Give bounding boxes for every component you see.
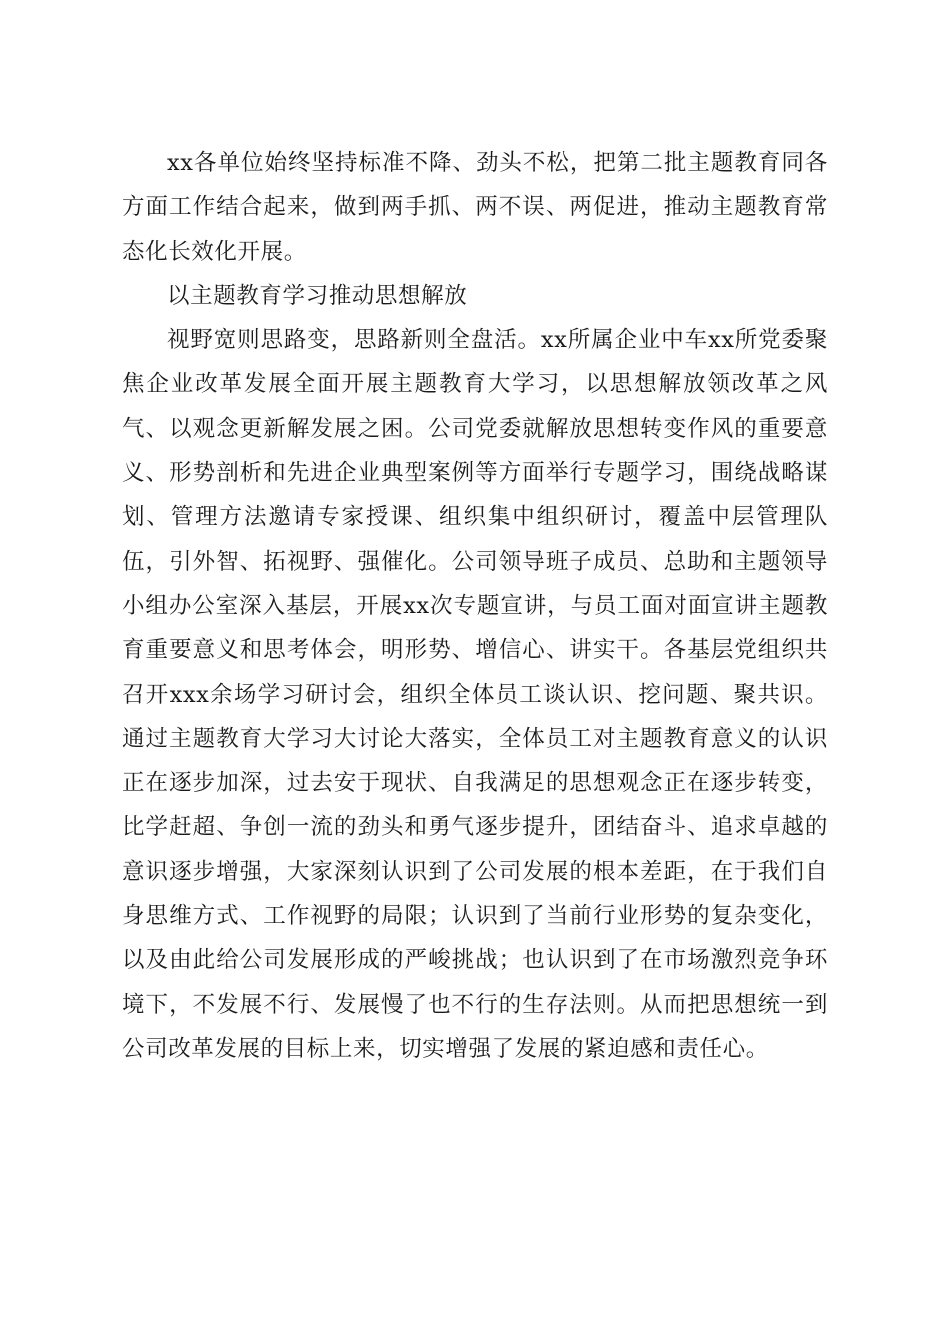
- section-heading: 以主题教育学习推动思想解放: [167, 282, 468, 309]
- paragraph-intro: xx各单位始终坚持标准不降、劲头不松，把第二批主题教育同各方面工作结合起来，做到两手抓、两不误、两促进，推动主题教育常态化长效化开展。: [122, 150, 828, 265]
- paragraph-body: 视野宽则思路变，思路新则全盘活。xx所属企业中车xx所党委聚焦企业改革发展全面开展主题教育大学习，以思想解放领改革之风气、以观念更新解发展之困。公司党委就解放思想转变作风的重要意义、形势剖析和先进企业典型案例等方面举行专题学习，围绕战略谋划、管理方法邀请专家授课、组织集中组织研讨，覆盖中层管理队伍，引外智、拓视野、强催化。公司领导班子成员、总助和主题领导小组办公室深入基层，开展xx次专题宣讲，与员工面对面宣讲主题教育重要意义和思考体会，明形势、增信心、讲实干。各基层党组织共召开xxx余场学习研讨会，组织全体员工谈认识、挖问题、聚共识。通过主题教育大学习大讨论大落实，全体员工对主题教育意义的认识正在逐步加深，过去安于现状、自我满足的思想观念正在逐步转变，比学赶超、争创一流的劲头和勇气逐步提升，团结奋斗、追求卓越的意识逐步增强，大家深刻认识到了公司发展的根本差距，在于我们自身思维方式、工作视野的局限；认识到了当前行业形势的复杂变化，以及由此给公司发展形成的严峻挑战；也认识到了在市场激烈竞争环境下，不发展不行、发展慢了也不行的生存法则。从而把思想统一到公司改革发展的目标上来，切实增强了发展的紧迫感和责任心。: [122, 327, 828, 1062]
- document-body: [122, 141, 828, 1071]
